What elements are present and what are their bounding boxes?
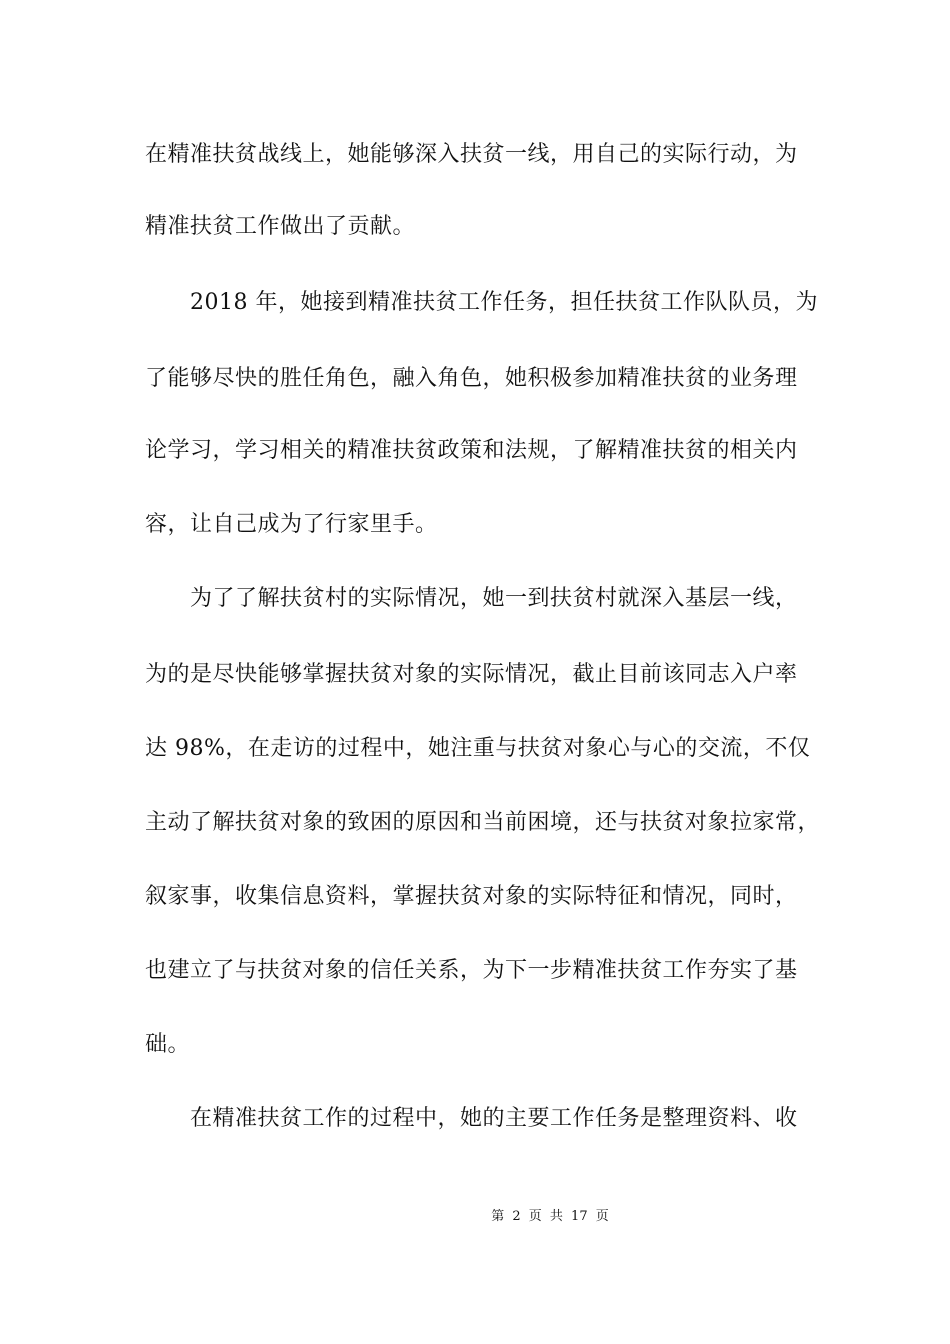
text-line: 叙家事，收集信息资料，掌握扶贫对象的实际特征和情况，同时，	[145, 884, 798, 909]
text-line: 为的是尽快能够掌握扶贫对象的实际情况，截止目前该同志入户率	[145, 662, 798, 687]
text-line: 了能够尽快的胜任角色，融入角色，她积极参加精准扶贫的业务理	[145, 366, 798, 391]
page-number-footer: 第 2 页 共 17 页	[491, 1209, 609, 1224]
paragraph-start-line: 2018 年，她接到精准扶贫工作任务，担任扶贫工作队队员，为	[190, 290, 818, 315]
text-line: 也建立了与扶贫对象的信任关系，为下一步精准扶贫工作夯实了基	[145, 958, 798, 983]
paragraph-start-line: 在精准扶贫工作的过程中，她的主要工作任务是整理资料、收	[190, 1106, 798, 1131]
text-line: 精准扶贫工作做出了贡献。	[145, 214, 416, 239]
paragraph-start-line: 为了了解扶贫村的实际情况，她一到扶贫村就深入基层一线，	[190, 586, 798, 611]
text-line: 在精准扶贫战线上，她能够深入扶贫一线，用自己的实际行动，为	[145, 142, 798, 167]
text-line: 论学习，学习相关的精准扶贫政策和法规，了解精准扶贫的相关内	[145, 438, 798, 463]
text-line: 容，让自己成为了行家里手。	[145, 512, 438, 537]
text-line: 础。	[145, 1032, 191, 1057]
text-line: 达 98%，在走访的过程中，她注重与扶贫对象心与心的交流，不仅	[145, 736, 811, 761]
text-line: 主动了解扶贫对象的致困的原因和当前困境，还与扶贫对象拉家常，	[145, 810, 821, 835]
